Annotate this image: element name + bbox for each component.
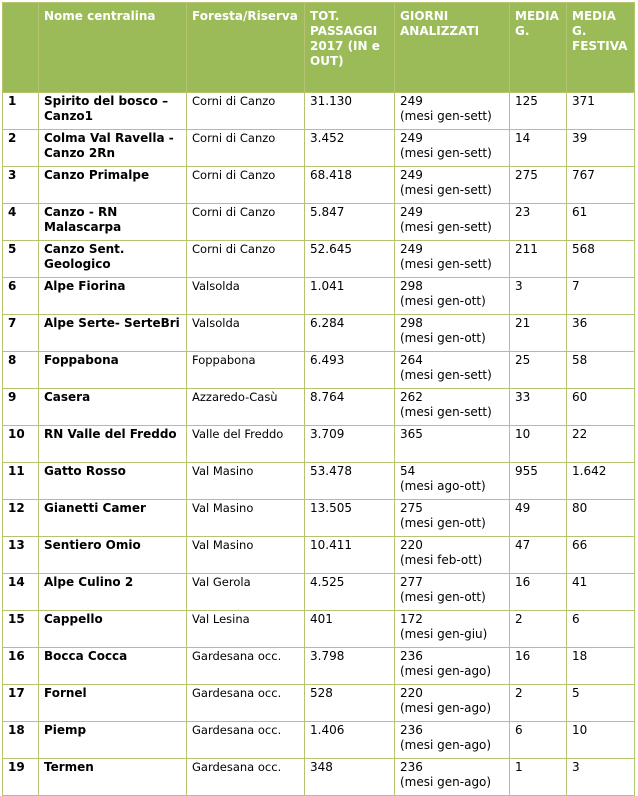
cell-media: 2 xyxy=(510,611,567,648)
table-row xyxy=(3,241,635,278)
cell-media: 14 xyxy=(510,130,567,167)
cell-festiva: 58 xyxy=(567,352,635,389)
cell-foresta: Gardesana occ. xyxy=(187,759,305,796)
table-row xyxy=(3,500,635,537)
cell-giorni xyxy=(395,500,510,537)
cell-index: 3 xyxy=(3,167,39,204)
cell-tot: 31.130 xyxy=(305,93,395,130)
cell-tot: 52.645 xyxy=(305,241,395,278)
cell-index: 18 xyxy=(3,722,39,759)
cell-foresta: Corni di Canzo xyxy=(187,167,305,204)
giorni-value: 249 xyxy=(400,131,423,145)
cell-media: 211 xyxy=(510,241,567,278)
cell-nome: Spirito del bosco – Canzo1 xyxy=(39,93,187,130)
table-row xyxy=(3,204,635,241)
cell-foresta: Gardesana occ. xyxy=(187,648,305,685)
table-row xyxy=(3,93,635,130)
periodo-value: (mesi ago-ott) xyxy=(400,479,486,493)
periodo-value: (mesi gen-sett) xyxy=(400,257,492,271)
cell-index: 14 xyxy=(3,574,39,611)
table-row xyxy=(3,722,635,759)
cell-index: 6 xyxy=(3,278,39,315)
cell-giorni xyxy=(395,389,510,426)
giorni-value: 236 xyxy=(400,649,423,663)
cell-nome: Canzo Primalpe xyxy=(39,167,187,204)
cell-giorni xyxy=(395,648,510,685)
periodo-value: (mesi feb-ott) xyxy=(400,553,483,567)
cell-giorni xyxy=(395,241,510,278)
giorni-value: 249 xyxy=(400,168,423,182)
cell-nome: Canzo - RN Malascarpa xyxy=(39,204,187,241)
giorni-value: 365 xyxy=(400,427,423,441)
cell-festiva: 80 xyxy=(567,500,635,537)
periodo-value: (mesi gen-ott) xyxy=(400,294,486,308)
giorni-value: 249 xyxy=(400,94,423,108)
table-row xyxy=(3,389,635,426)
cell-nome: Alpe Serte- SerteBri xyxy=(39,315,187,352)
giorni-value: 249 xyxy=(400,242,423,256)
cell-foresta: Val Masino xyxy=(187,463,305,500)
cell-index: 10 xyxy=(3,426,39,463)
periodo-value: (mesi gen-sett) xyxy=(400,405,492,419)
header-giorni: GIORNI ANALIZZATI xyxy=(395,3,510,93)
cell-nome: Bocca Cocca xyxy=(39,648,187,685)
cell-media: 3 xyxy=(510,278,567,315)
cell-festiva: 22 xyxy=(567,426,635,463)
cell-giorni xyxy=(395,93,510,130)
cell-index: 19 xyxy=(3,759,39,796)
giorni-value: 275 xyxy=(400,501,423,515)
cell-index: 4 xyxy=(3,204,39,241)
cell-foresta: Val Gerola xyxy=(187,574,305,611)
table-row xyxy=(3,130,635,167)
cell-media: 47 xyxy=(510,537,567,574)
periodo-value: (mesi gen-giu) xyxy=(400,627,488,641)
cell-giorni xyxy=(395,315,510,352)
cell-tot: 8.764 xyxy=(305,389,395,426)
giorni-value: 54 xyxy=(400,464,416,478)
header-tot: TOT. PASSAGGI 2017 (IN e OUT) xyxy=(305,3,395,93)
header-nome: Nome centralina xyxy=(39,3,187,93)
cell-index: 16 xyxy=(3,648,39,685)
cell-foresta: Gardesana occ. xyxy=(187,722,305,759)
table-row xyxy=(3,426,635,463)
giorni-value: 262 xyxy=(400,390,423,404)
periodo-value: (mesi gen-sett) xyxy=(400,183,492,197)
data-table xyxy=(2,2,635,796)
cell-festiva: 6 xyxy=(567,611,635,648)
giorni-value: 236 xyxy=(400,723,423,737)
cell-foresta: Valsolda xyxy=(187,278,305,315)
cell-nome: Casera xyxy=(39,389,187,426)
periodo-value: (mesi gen-sett) xyxy=(400,368,492,382)
cell-index: 5 xyxy=(3,241,39,278)
cell-festiva: 41 xyxy=(567,574,635,611)
cell-index: 1 xyxy=(3,93,39,130)
cell-media: 10 xyxy=(510,426,567,463)
cell-foresta: Val Lesina xyxy=(187,611,305,648)
cell-festiva: 7 xyxy=(567,278,635,315)
giorni-value: 264 xyxy=(400,353,423,367)
cell-tot: 5.847 xyxy=(305,204,395,241)
cell-media: 275 xyxy=(510,167,567,204)
cell-festiva: 36 xyxy=(567,315,635,352)
periodo-value: (mesi gen-ott) xyxy=(400,590,486,604)
cell-tot: 3.709 xyxy=(305,426,395,463)
cell-giorni xyxy=(395,130,510,167)
table-row xyxy=(3,759,635,796)
cell-foresta: Corni di Canzo xyxy=(187,93,305,130)
header-index xyxy=(3,3,39,93)
cell-tot: 3.452 xyxy=(305,130,395,167)
cell-tot: 6.493 xyxy=(305,352,395,389)
table-body xyxy=(3,93,635,796)
cell-giorni xyxy=(395,574,510,611)
giorni-value: 220 xyxy=(400,538,423,552)
cell-media: 23 xyxy=(510,204,567,241)
cell-nome: Fornel xyxy=(39,685,187,722)
table-row xyxy=(3,685,635,722)
giorni-value: 172 xyxy=(400,612,423,626)
cell-nome: Alpe Culino 2 xyxy=(39,574,187,611)
cell-media: 955 xyxy=(510,463,567,500)
cell-giorni xyxy=(395,352,510,389)
cell-media: 25 xyxy=(510,352,567,389)
cell-media: 16 xyxy=(510,648,567,685)
cell-festiva: 1.642 xyxy=(567,463,635,500)
cell-media: 49 xyxy=(510,500,567,537)
header-media: MEDIA G. xyxy=(510,3,567,93)
giorni-value: 298 xyxy=(400,279,423,293)
cell-tot: 1.041 xyxy=(305,278,395,315)
header-row xyxy=(3,3,635,93)
table-row xyxy=(3,352,635,389)
table-row xyxy=(3,574,635,611)
cell-giorni xyxy=(395,611,510,648)
cell-index: 7 xyxy=(3,315,39,352)
cell-tot: 6.284 xyxy=(305,315,395,352)
cell-nome: Colma Val Ravella - Canzo 2Rn xyxy=(39,130,187,167)
cell-foresta: Valle del Freddo xyxy=(187,426,305,463)
cell-media: 6 xyxy=(510,722,567,759)
cell-foresta: Gardesana occ. xyxy=(187,685,305,722)
cell-giorni xyxy=(395,722,510,759)
table-row xyxy=(3,167,635,204)
cell-foresta: Foppabona xyxy=(187,352,305,389)
cell-foresta: Corni di Canzo xyxy=(187,204,305,241)
cell-media: 33 xyxy=(510,389,567,426)
cell-giorni xyxy=(395,426,510,463)
cell-giorni xyxy=(395,463,510,500)
periodo-value: (mesi gen-sett) xyxy=(400,109,492,123)
header-foresta: Foresta/Riserva xyxy=(187,3,305,93)
cell-index: 8 xyxy=(3,352,39,389)
header-festiva: MEDIA G. FESTIVA xyxy=(567,3,635,93)
periodo-value: (mesi gen-ott) xyxy=(400,516,486,530)
cell-index: 13 xyxy=(3,537,39,574)
giorni-value: 277 xyxy=(400,575,423,589)
cell-festiva: 60 xyxy=(567,389,635,426)
cell-media: 1 xyxy=(510,759,567,796)
cell-tot: 53.478 xyxy=(305,463,395,500)
cell-nome: Alpe Fiorina xyxy=(39,278,187,315)
cell-tot: 348 xyxy=(305,759,395,796)
giorni-value: 249 xyxy=(400,205,423,219)
table-row xyxy=(3,315,635,352)
periodo-value: (mesi gen-ago) xyxy=(400,664,492,678)
cell-tot: 13.505 xyxy=(305,500,395,537)
cell-giorni xyxy=(395,759,510,796)
cell-index: 12 xyxy=(3,500,39,537)
cell-media: 21 xyxy=(510,315,567,352)
cell-tot: 1.406 xyxy=(305,722,395,759)
cell-nome: Gianetti Camer xyxy=(39,500,187,537)
cell-festiva: 18 xyxy=(567,648,635,685)
cell-media: 2 xyxy=(510,685,567,722)
cell-index: 15 xyxy=(3,611,39,648)
cell-tot: 528 xyxy=(305,685,395,722)
cell-nome: Piemp xyxy=(39,722,187,759)
cell-index: 9 xyxy=(3,389,39,426)
cell-festiva: 5 xyxy=(567,685,635,722)
giorni-value: 220 xyxy=(400,686,423,700)
cell-festiva: 371 xyxy=(567,93,635,130)
cell-giorni xyxy=(395,278,510,315)
table-row xyxy=(3,611,635,648)
table-row xyxy=(3,537,635,574)
cell-media: 125 xyxy=(510,93,567,130)
cell-nome: Sentiero Omio xyxy=(39,537,187,574)
cell-tot: 4.525 xyxy=(305,574,395,611)
cell-festiva: 66 xyxy=(567,537,635,574)
cell-foresta: Valsolda xyxy=(187,315,305,352)
cell-tot: 10.411 xyxy=(305,537,395,574)
cell-giorni xyxy=(395,204,510,241)
cell-nome: Canzo Sent. Geologico xyxy=(39,241,187,278)
cell-festiva: 10 xyxy=(567,722,635,759)
cell-nome: RN Valle del Freddo xyxy=(39,426,187,463)
cell-festiva: 3 xyxy=(567,759,635,796)
cell-nome: Termen xyxy=(39,759,187,796)
cell-tot: 68.418 xyxy=(305,167,395,204)
periodo-value: (mesi gen-ago) xyxy=(400,701,492,715)
cell-foresta: Corni di Canzo xyxy=(187,241,305,278)
cell-nome: Foppabona xyxy=(39,352,187,389)
cell-index: 11 xyxy=(3,463,39,500)
cell-foresta: Azzaredo-Casù xyxy=(187,389,305,426)
periodo-value: (mesi gen-sett) xyxy=(400,220,492,234)
cell-tot: 401 xyxy=(305,611,395,648)
periodo-value: (mesi gen-ago) xyxy=(400,738,492,752)
table-row xyxy=(3,278,635,315)
cell-festiva: 568 xyxy=(567,241,635,278)
cell-festiva: 39 xyxy=(567,130,635,167)
cell-foresta: Val Masino xyxy=(187,500,305,537)
cell-nome: Cappello xyxy=(39,611,187,648)
cell-tot: 3.798 xyxy=(305,648,395,685)
giorni-value: 298 xyxy=(400,316,423,330)
cell-festiva: 61 xyxy=(567,204,635,241)
cell-giorni xyxy=(395,685,510,722)
cell-index: 17 xyxy=(3,685,39,722)
cell-nome: Gatto Rosso xyxy=(39,463,187,500)
cell-foresta: Corni di Canzo xyxy=(187,130,305,167)
cell-festiva: 767 xyxy=(567,167,635,204)
cell-giorni xyxy=(395,167,510,204)
table-row xyxy=(3,463,635,500)
periodo-value: (mesi gen-ott) xyxy=(400,331,486,345)
table-row xyxy=(3,648,635,685)
cell-media: 16 xyxy=(510,574,567,611)
cell-index: 2 xyxy=(3,130,39,167)
giorni-value: 236 xyxy=(400,760,423,774)
cell-foresta: Val Masino xyxy=(187,537,305,574)
periodo-value: (mesi gen-sett) xyxy=(400,146,492,160)
cell-giorni xyxy=(395,537,510,574)
periodo-value: (mesi gen-ago) xyxy=(400,775,492,789)
